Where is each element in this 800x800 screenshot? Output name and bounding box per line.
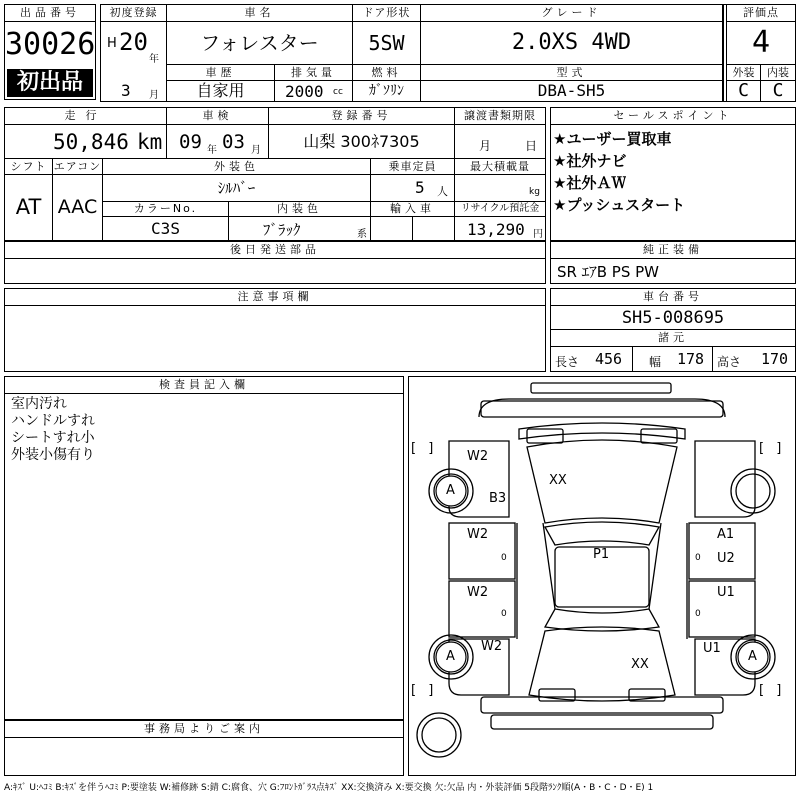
- equipment-label: 純正装備: [551, 242, 795, 259]
- sales-box: [550, 107, 796, 241]
- km-unit: km: [137, 130, 163, 154]
- plate-value: 山梨 300ﾈ7305: [269, 125, 455, 158]
- mileage-label: 走行: [5, 108, 167, 125]
- lot-number: 30026: [5, 27, 95, 62]
- chassis-label: 車台番号: [551, 289, 795, 306]
- cc-unit: cc: [333, 87, 343, 97]
- int-grade: C: [772, 81, 784, 101]
- color-value: ｼﾙﾊﾞｰ: [103, 175, 371, 202]
- dims-label: 諸元: [551, 330, 795, 347]
- mark-w2-fl: W2: [467, 449, 489, 464]
- rear-window: [545, 609, 659, 631]
- mark-u2: U2: [717, 551, 735, 566]
- mark-a-rr: A: [748, 649, 757, 664]
- reg-month-unit: 月: [149, 90, 159, 101]
- recycle-cell: [455, 217, 545, 240]
- plate-label: 登録番号: [269, 108, 455, 125]
- cap-unit: 人: [437, 185, 448, 198]
- import-cell-b: [413, 217, 455, 240]
- body-side-right: [649, 523, 687, 639]
- capacity-value: 5: [415, 178, 425, 197]
- load-unit: kg: [529, 187, 540, 197]
- color-label: 外装色: [103, 158, 371, 175]
- mark-w2-rdl: W2: [467, 585, 489, 600]
- car-outline-svg: [409, 377, 795, 775]
- int-label: 内装: [761, 64, 795, 81]
- model-value: DBA-SH5: [421, 81, 723, 101]
- bracket-rl: [ ]: [411, 683, 438, 698]
- mark-u1-rr: U1: [703, 641, 721, 656]
- mark-a-rl: A: [446, 649, 455, 664]
- mark-u1-r: U1: [717, 585, 735, 600]
- ext-grade: C: [727, 81, 761, 101]
- reg-era: H: [107, 36, 117, 51]
- wid-cell: [633, 347, 713, 371]
- office-box: [4, 720, 404, 776]
- first-listing-badge: 初出品: [7, 69, 93, 97]
- month-cell: [101, 64, 167, 101]
- inspector-line: ハンドルすれ: [11, 413, 95, 429]
- front-bumper: [531, 383, 671, 393]
- bracket-fr: [ ]: [759, 441, 786, 456]
- front-panel: [481, 401, 723, 417]
- later-parts-label: 後日発送部品: [5, 242, 545, 259]
- cap-cell: [371, 175, 455, 202]
- inspect-label: 車検: [167, 108, 269, 125]
- mark-a-fl: A: [446, 483, 455, 498]
- disp-label: 排気量: [275, 64, 353, 81]
- notes-box: [4, 288, 546, 372]
- front-outline: [479, 399, 725, 417]
- intcolor-cell: [229, 217, 371, 240]
- equipment-value: SR ｴｱB PS PW: [557, 263, 659, 281]
- mark-zero-rdl: 0: [501, 609, 507, 619]
- intcolor-label: 内装色: [229, 202, 371, 217]
- hei-label: 高さ: [717, 355, 742, 369]
- sales-label: セールスポイント: [551, 108, 795, 125]
- inspector-line: 室内汚れ: [11, 396, 67, 412]
- ac-value: AAC: [53, 175, 103, 240]
- mark-xx-hood: XX: [549, 473, 567, 488]
- sales-item: ★社外ＡＷ: [553, 174, 627, 192]
- intcolor-unit: 系: [357, 229, 367, 240]
- transfer-day: 日: [525, 139, 538, 153]
- hei-value: 170: [761, 350, 789, 368]
- chassis-value: SH5-008695: [551, 306, 795, 330]
- transfer-label: 譲渡書類期限: [455, 108, 545, 125]
- damage-legend: A:ｷｽﾞ U:ﾍｺﾐ B:ｷｽﾞを伴うﾍｺﾐ P:要塗装 W:補修跡 S:錆 C:腐食、穴 G:ﾌﾛﾝﾄｶﾞﾗｽ点ｷｽﾞ XX:交換済み X:要交換 欠:欠品 内・外装評価 5段階ﾗﾝｸ順(A・B・C・D・E) 1: [4, 783, 654, 793]
- ext-label: 外装: [727, 64, 761, 81]
- car-name: フォレスター: [167, 22, 353, 64]
- front-right-fender: [695, 441, 755, 517]
- lot-label: 出品番号: [5, 5, 95, 22]
- recycle-label: リサイクル預託金: [455, 202, 545, 217]
- shift-value: AT: [5, 175, 53, 240]
- inspect-month-unit: 月: [251, 145, 261, 156]
- chassis-box: [550, 288, 796, 372]
- load-cell: [455, 175, 545, 202]
- notes-label: 注意事項欄: [5, 289, 545, 306]
- inspect-year: 09: [179, 131, 202, 153]
- history-value: 自家用: [167, 81, 275, 101]
- load-label: 最大積載量: [455, 158, 545, 175]
- mark-zero-rdr: 0: [695, 609, 701, 619]
- inspect-month: 03: [222, 131, 245, 153]
- rear-panel: [481, 697, 723, 713]
- mark-xx-trunk: XX: [631, 657, 649, 672]
- ac-label: エアコン: [53, 160, 102, 173]
- header-table: [100, 4, 796, 102]
- windshield: [545, 522, 659, 545]
- inspector-line: 外装小傷有り: [11, 447, 95, 463]
- reg-label: 初度登録: [101, 5, 167, 22]
- grade-label: グレード: [421, 5, 723, 22]
- door-label: ドア形状: [353, 5, 421, 22]
- shift-label: シフト: [5, 158, 53, 175]
- grade-value: 2.0XS 4WD: [421, 22, 723, 64]
- mark-zero-rd: 0: [695, 553, 701, 563]
- trunk: [529, 627, 675, 701]
- sales-item: ★社外ナビ: [553, 152, 627, 170]
- equipment-box: [550, 241, 796, 284]
- displacement: 2000: [285, 82, 324, 101]
- mark-b3: B3: [489, 491, 507, 506]
- inspect-year-unit: 年: [207, 145, 217, 156]
- mark-a1: A1: [717, 527, 735, 542]
- spec-table: [4, 107, 546, 241]
- body-top: [519, 423, 685, 439]
- office-label: 事務局よりご案内: [5, 721, 403, 738]
- len-label: 長さ: [555, 355, 580, 369]
- bracket-rr: [ ]: [759, 683, 786, 698]
- inspector-line: シートすれ小: [11, 430, 95, 446]
- name-label: 車名: [167, 5, 353, 22]
- colorno-label: カラーNo.: [103, 202, 229, 217]
- len-cell: [551, 347, 633, 371]
- disp-cell: [275, 81, 353, 101]
- mark-zero-fd: 0: [501, 553, 507, 563]
- colorno-value: C3S: [103, 217, 229, 240]
- reg-cell: [101, 22, 167, 64]
- recycle-value: 13,290: [467, 220, 525, 239]
- recycle-unit: 円: [533, 229, 543, 240]
- import-label: 輸入車: [371, 202, 455, 217]
- mark-w2-rl: W2: [481, 639, 503, 654]
- inspector-label: 検査員記入欄: [5, 377, 403, 394]
- intcolor-value: ﾌﾞﾗｯｸ: [263, 221, 301, 239]
- sales-item: ★ユーザー買取車: [553, 130, 672, 148]
- car-diagram: [408, 376, 796, 776]
- transfer-cell: [455, 125, 545, 158]
- hei-cell: [713, 347, 795, 371]
- sales-item: ★プッシュスタート: [553, 196, 686, 214]
- bracket-fl: [ ]: [411, 441, 438, 456]
- mark-p1: P1: [593, 547, 610, 562]
- score-divider: [723, 5, 727, 101]
- reg-year: 20: [119, 28, 148, 56]
- score-value: 4: [751, 25, 771, 60]
- wheel-front-right: [731, 469, 775, 513]
- import-cell-a: [371, 217, 413, 240]
- mark-w2-fd: W2: [467, 527, 489, 542]
- cap-label: 乗車定員: [371, 158, 455, 175]
- inspector-box: [4, 376, 404, 720]
- wid-value: 178: [677, 350, 705, 368]
- rear-bumper: [491, 715, 713, 729]
- lot-box: [4, 4, 96, 100]
- score-label: 評価点: [727, 5, 795, 22]
- body-side-left: [517, 523, 555, 639]
- spare-wheel-inner: [422, 718, 456, 752]
- model-label: 型式: [421, 64, 723, 81]
- spare-wheel: [417, 713, 461, 757]
- wid-label: 幅: [649, 355, 662, 369]
- history-label: 車歴: [167, 64, 275, 81]
- reg-month: 3: [121, 81, 131, 100]
- later-parts-box: [4, 241, 546, 284]
- fuel-value: ｶﾞｿﾘﾝ: [353, 81, 421, 101]
- wheel-front-right-inner: [736, 474, 770, 508]
- door-type: 5SW: [353, 22, 421, 64]
- mileage-value: 50,846: [53, 130, 129, 154]
- reg-year-unit: 年: [149, 54, 159, 64]
- mileage-cell: [5, 125, 167, 158]
- len-value: 456: [595, 350, 623, 368]
- inspect-cell: [167, 125, 269, 158]
- transfer-month: 月: [479, 139, 492, 153]
- fuel-label: 燃料: [353, 64, 421, 81]
